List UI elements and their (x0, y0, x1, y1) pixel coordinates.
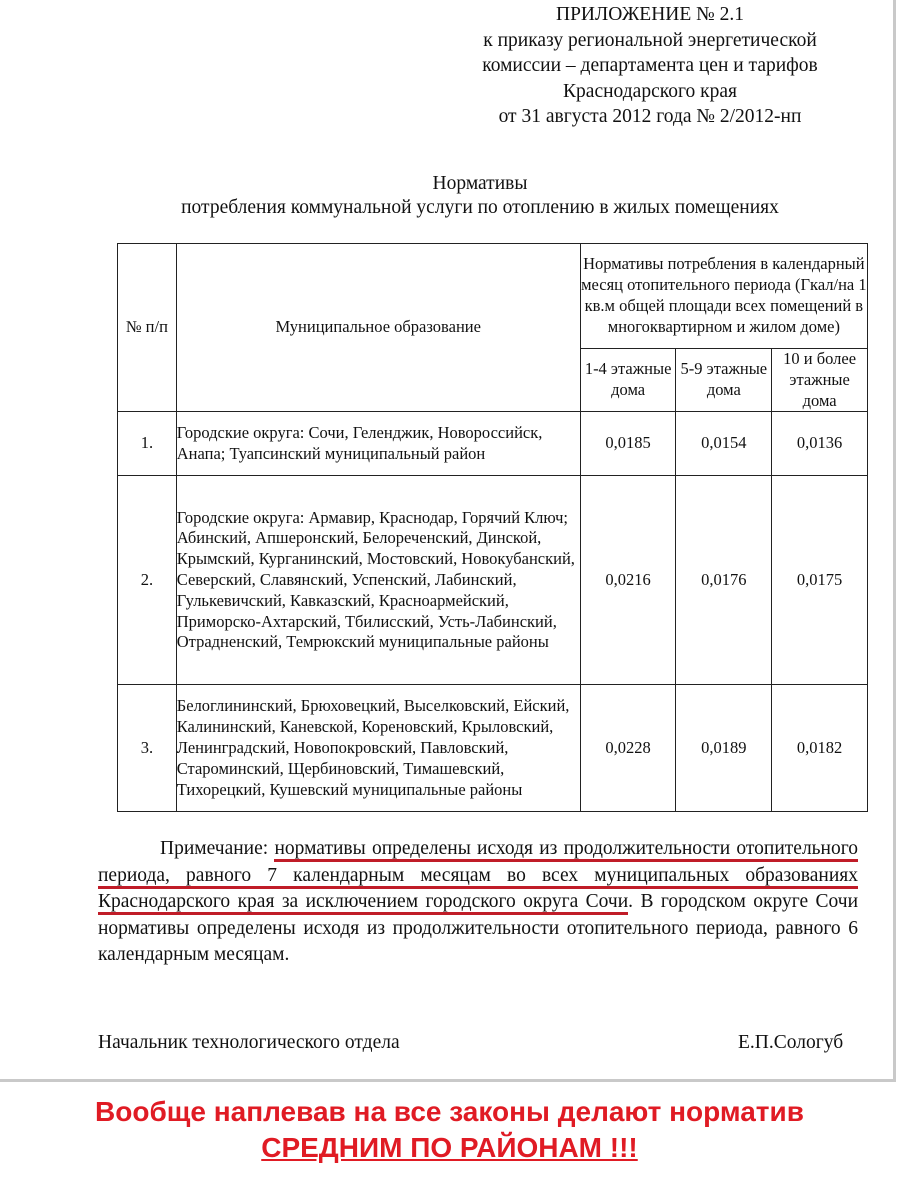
row-municipality: Городские округа: Армавир, Краснодар, Горячий Ключ; Абинский, Апшеронский, Белореченский, Динской, Крымский, Курганинский, Мостовский, Новокубанский, Северский, Славянский, Успенский, Лабинский, Гулькевичский, Кавказский, Красноармейский, Приморско-Ахтарский, Тбилисский, Усть-Лабинский, Отрадненский, Темрюкский муниципальные районы (176, 476, 580, 685)
note-prefix: Примечание: (160, 838, 269, 859)
appendix-line: комиссии – департамента цен и тарифов (482, 55, 818, 76)
signature-position: Начальник технологического отдела (98, 1032, 400, 1053)
header-norms-group: Нормативы потребления в календарный месяц отопительного периода (Гкал/на 1 кв.м общей площади всех помещений в многоквартирном и жилом доме) (580, 244, 867, 349)
appendix-line: к приказу региональной энергетической (483, 29, 817, 51)
row-number: 1. (118, 412, 177, 476)
row-municipality: Городские округа: Сочи, Геленджик, Новороссийск, Анапа; Туапсинский муниципальный район (176, 412, 580, 476)
row-value-5-9: 0,0176 (676, 476, 772, 685)
appendix-line: ПРИЛОЖЕНИЕ № 2.1 (555, 4, 745, 25)
subheader-10-plus-floors: 10 и более этажные дома (772, 349, 868, 412)
caption-line-2: СРЕДНИМ ПО РАЙОНАМ !!! (261, 1132, 638, 1163)
title-line-1: Нормативы (432, 173, 528, 194)
appendix-header (470, 2, 830, 130)
row-value-1-4: 0,0185 (580, 412, 676, 476)
row-value-1-4: 0,0228 (580, 685, 676, 812)
signature-name: Е.П.Сологуб (738, 1032, 844, 1053)
table-row (118, 412, 868, 476)
document-title (90, 172, 870, 220)
note-highlighted-text: нормативы определены исходя из продолжительности отопительного периода, равного 7 календарным месяцам во всех муниципальных образованиях Краснодарского края за исключением городского округа Сочи (98, 838, 858, 915)
appendix-line: от 31 августа 2012 года № 2/2012-нп (498, 106, 802, 127)
header-number: № п/п (118, 244, 177, 412)
row-value-10-plus: 0,0136 (772, 412, 868, 476)
norms-table (117, 243, 868, 812)
table-row (118, 476, 868, 685)
note-rest-text: . В городском округе Сочи нормативы определены исходя из продолжительности отопительного периода, равного 6 календарным месяцам. (98, 891, 858, 965)
subheader-5-9-floors: 5-9 этажные дома (676, 349, 772, 412)
annotation-caption (0, 1094, 899, 1166)
row-number: 2. (118, 476, 177, 685)
row-municipality: Белоглининский, Брюховецкий, Выселковский, Ейский, Калининский, Каневской, Кореновский, Крыловский, Ленинградский, Новопокровский, Павловский, Староминский, Щербиновский, Тимашевский, Тихорецкий, Кушевский муниципальные районы (176, 685, 580, 812)
note-paragraph (98, 836, 858, 969)
row-value-10-plus: 0,0175 (772, 476, 868, 685)
row-value-1-4: 0,0216 (580, 476, 676, 685)
subheader-1-4-floors: 1-4 этажные дома (580, 349, 676, 412)
row-number: 3. (118, 685, 177, 812)
header-municipality: Муниципальное образование (176, 244, 580, 412)
table-header-row (118, 244, 868, 349)
caption-line-1: Вообще наплевав на все законы делают норматив (95, 1096, 804, 1127)
title-line-2: потребления коммунальной услуги по отоплению в жилых помещениях (181, 197, 779, 218)
table-row (118, 685, 868, 812)
row-value-5-9: 0,0189 (676, 685, 772, 812)
row-value-10-plus: 0,0182 (772, 685, 868, 812)
row-value-5-9: 0,0154 (676, 412, 772, 476)
appendix-line: Краснодарского края (563, 80, 737, 102)
